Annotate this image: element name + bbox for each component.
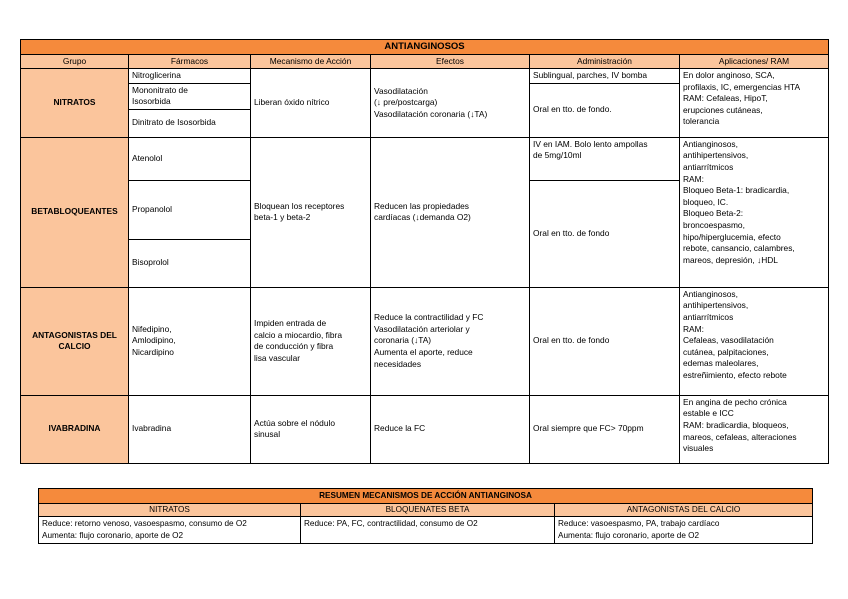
mechanism-ivabradina: Actúa sobre el nódulo sinusal — [251, 395, 371, 463]
drug-atenolol: Atenolol — [129, 137, 251, 180]
summary-header-nitratos: NITRATOS — [39, 504, 301, 517]
summary-cell-nitratos: Reduce: retorno venoso, vasoespasmo, consumo de O2 Aumenta: flujo coronario, aporte de O2 — [39, 517, 301, 544]
drug-mononitrato: Mononitrato de Isosorbida — [129, 83, 251, 109]
summary-header-bloqueantes: BLOQUENATES BETA — [301, 504, 555, 517]
group-nitratos: NITRATOS — [21, 69, 129, 138]
effects-antagonistas-calcio: Reduce la contractilidad y FC Vasodilatación arteriolar y coronaria (↓TA) Aumenta el aporte, reduce necesidades — [371, 287, 530, 395]
admin-nitratos-2: Oral en tto. de fondo. — [530, 83, 680, 137]
effects-ivabradina: Reduce la FC — [371, 395, 530, 463]
summary-cell-antagonistas: Reduce: vasoespasmo, PA, trabajo cardíaco Aumenta: flujo coronario, aporte de O2 — [555, 517, 813, 544]
header-aplicaciones: Aplicaciones/ RAM — [680, 55, 829, 69]
summary-title: RESUMEN MECANISMOS DE ACCIÓN ANTIANGINOSA — [39, 489, 813, 504]
summary-cell-bloqueantes: Reduce: PA, FC, contractilidad, consumo de O2 — [301, 517, 555, 544]
header-administracion: Administración — [530, 55, 680, 69]
summary-table — [38, 488, 813, 544]
mechanism-antagonistas-calcio: Impiden entrada de calcio a miocardio, fibra de conducción y fibra lisa vascular — [251, 287, 371, 395]
header-farmacos: Fármacos — [129, 55, 251, 69]
summary-header-antagonistas: ANTAGONISTAS DEL CALCIO — [555, 504, 813, 517]
mechanism-betabloqueantes: Bloquean los receptores beta-1 y beta-2 — [251, 137, 371, 287]
admin-ivabradina: Oral siempre que FC> 70ppm — [530, 395, 680, 463]
drugs-antagonistas-calcio: Nifedipino, Amlodipino, Nicardipino — [129, 287, 251, 395]
group-antagonistas-calcio: ANTAGONISTAS DEL CALCIO — [21, 287, 129, 395]
group-betabloqueantes: BETABLOQUEANTES — [21, 137, 129, 287]
drug-nitroglicerina: Nitroglicerina — [129, 69, 251, 84]
header-efectos: Efectos — [371, 55, 530, 69]
effects-nitratos: Vasodilatación (↓ pre/postcarga) Vasodilatación coronaria (↓TA) — [371, 69, 530, 138]
admin-betabloqueantes-2: Oral en tto. de fondo — [530, 180, 680, 287]
admin-betabloqueantes-1: IV en IAM. Bolo lento ampollas de 5mg/10ml — [530, 137, 680, 180]
admin-nitratos-1: Sublingual, parches, IV bomba — [530, 69, 680, 84]
drug-propanolol: Propanolol — [129, 180, 251, 239]
applications-nitratos: En dolor anginoso, SCA, profilaxis, IC, emergencias HTA RAM: Cefaleas, HipoT, erupciones cutáneas, tolerancia — [680, 69, 829, 138]
applications-betabloqueantes: Antianginosos, antihipertensivos, antiarrítmicos RAM: Bloqueo Beta-1: bradicardia, bloqueo, IC. Bloqueo Beta-2: broncoespasmo, hipo/hiperglucemia, efecto rebote, cansancio, calambres, mareos, depresión, ↓HDL — [680, 137, 829, 287]
group-ivabradina: IVABRADINA — [21, 395, 129, 463]
effects-betabloqueantes: Reducen las propiedades cardíacas (↓demanda O2) — [371, 137, 530, 287]
mechanism-nitratos: Liberan óxido nítrico — [251, 69, 371, 138]
drug-ivabradina: Ivabradina — [129, 395, 251, 463]
antianginosos-table — [20, 39, 829, 464]
header-mecanismo: Mecanismo de Acción — [251, 55, 371, 69]
header-grupo: Grupo — [21, 55, 129, 69]
admin-antagonistas-calcio: Oral en tto. de fondo — [530, 287, 680, 395]
applications-ivabradina: En angina de pecho crónica estable e ICC RAM: bradicardia, bloqueos, mareos, cefaleas, alteraciones visuales — [680, 395, 829, 463]
applications-antagonistas-calcio: Antianginosos, antihipertensivos, antiarrítmicos RAM: Cefaleas, vasodilatación cutánea, palpitaciones, edemas maleolares, estreñimiento, efecto rebote — [680, 287, 829, 395]
table-title: ANTIANGINOSOS — [21, 40, 829, 55]
drug-dinitrato: Dinitrato de Isosorbida — [129, 109, 251, 137]
drug-bisoprolol: Bisoprolol — [129, 239, 251, 287]
